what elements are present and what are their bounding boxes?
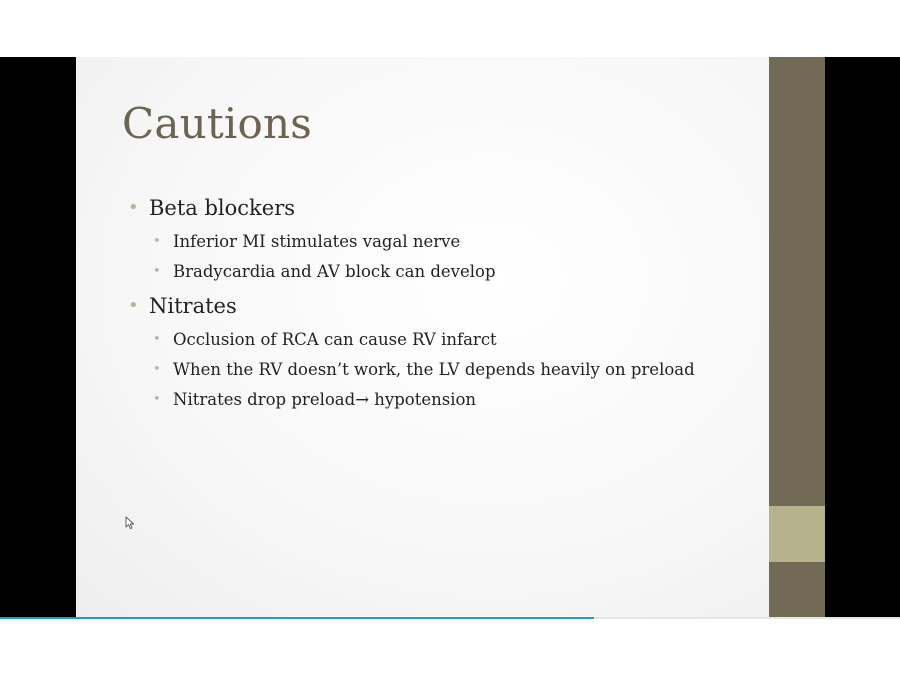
video-progress-fill [0,617,594,619]
slide-sidebar-accent [769,506,825,562]
bullet-text: Nitrates [149,294,237,318]
sub-bullet-list [128,325,768,415]
sub-bullet-item [128,227,768,257]
bullet-dot-icon: • [153,392,161,407]
bullet-dot-icon: • [153,362,161,377]
bullet-dot-icon: • [128,197,139,218]
bullet-item [128,287,768,325]
bullet-dot-icon: • [128,295,139,316]
video-progress-bar[interactable] [0,617,900,619]
video-frame[interactable] [0,57,900,617]
slide [76,57,769,617]
bullet-dot-icon: • [153,234,161,249]
sub-bullet-list [128,227,768,287]
mouse-pointer-icon [125,516,135,530]
bullet-dot-icon: • [153,264,161,279]
sub-bullet-group [128,227,768,287]
sub-bullet-item [128,385,768,415]
sub-bullet-text: When the RV doesn’t work, the LV depends heavily on preload [173,360,695,379]
slide-sidebar-decoration [769,57,825,617]
bullet-text: Beta blockers [149,196,296,220]
sub-bullet-item [128,355,768,385]
bullet-item [128,189,768,227]
sub-bullet-item [128,325,768,355]
sub-bullet-text: Nitrates drop preload→ hypotension [173,390,477,409]
bullet-list [128,189,768,415]
sub-bullet-text: Occlusion of RCA can cause RV infarct [173,330,497,349]
sub-bullet-text: Bradycardia and AV block can develop [173,262,496,281]
slide-title: Cautions [122,99,313,148]
bullet-dot-icon: • [153,332,161,347]
sub-bullet-item [128,257,768,287]
sub-bullet-group [128,325,768,415]
sub-bullet-text: Inferior MI stimulates vagal nerve [173,232,461,251]
